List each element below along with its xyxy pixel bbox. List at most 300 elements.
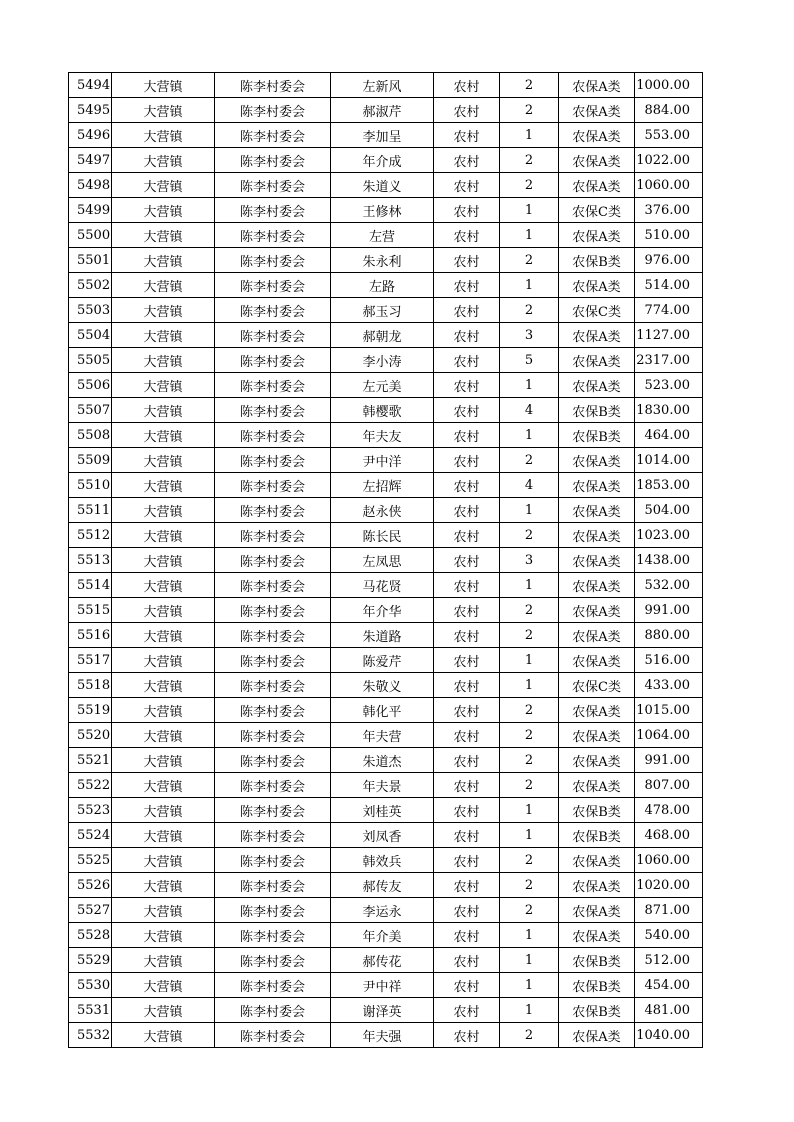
table-row: [69, 148, 703, 173]
table-row: [69, 423, 703, 448]
household-type-cell: 农村: [434, 623, 500, 648]
village-committee-cell: 陈李村委会: [215, 173, 331, 198]
amount-cell: 807.00: [635, 773, 703, 798]
insurance-category-cell: 农保A类: [559, 273, 635, 298]
person-name-cell: 左营: [331, 223, 434, 248]
amount-cell: 481.00: [635, 998, 703, 1023]
table-row: [69, 923, 703, 948]
village-committee-cell: 陈李村委会: [215, 973, 331, 998]
table-row: [69, 748, 703, 773]
village-committee-cell: 陈李村委会: [215, 698, 331, 723]
household-type-cell: 农村: [434, 498, 500, 523]
household-type-cell: 农村: [434, 773, 500, 798]
village-committee-cell: 陈李村委会: [215, 223, 331, 248]
person-name-cell: 韩樱歌: [331, 398, 434, 423]
insurance-category-cell: 农保A类: [559, 723, 635, 748]
amount-cell: 454.00: [635, 973, 703, 998]
household-size-cell: 2: [500, 248, 559, 273]
record-number-cell: 5513: [69, 548, 112, 573]
household-size-cell: 1: [500, 373, 559, 398]
household-type-cell: 农村: [434, 473, 500, 498]
household-size-cell: 1: [500, 798, 559, 823]
table-row: [69, 223, 703, 248]
person-name-cell: 左凤思: [331, 548, 434, 573]
household-type-cell: 农村: [434, 298, 500, 323]
insurance-category-cell: 农保C类: [559, 198, 635, 223]
records-table: [68, 72, 703, 1048]
insurance-category-cell: 农保B类: [559, 423, 635, 448]
person-name-cell: 年夫营: [331, 723, 434, 748]
record-number-cell: 5512: [69, 523, 112, 548]
person-name-cell: 陈长民: [331, 523, 434, 548]
household-type-cell: 农村: [434, 848, 500, 873]
record-number-cell: 5518: [69, 673, 112, 698]
village-committee-cell: 陈李村委会: [215, 148, 331, 173]
person-name-cell: 左路: [331, 273, 434, 298]
insurance-category-cell: 农保A类: [559, 98, 635, 123]
household-type-cell: 农村: [434, 373, 500, 398]
table-row: [69, 448, 703, 473]
village-committee-cell: 陈李村委会: [215, 573, 331, 598]
person-name-cell: 左招辉: [331, 473, 434, 498]
town-cell: 大营镇: [112, 573, 215, 598]
insurance-category-cell: 农保A类: [559, 848, 635, 873]
record-number-cell: 5505: [69, 348, 112, 373]
table-row: [69, 623, 703, 648]
town-cell: 大营镇: [112, 423, 215, 448]
insurance-category-cell: 农保A类: [559, 498, 635, 523]
village-committee-cell: 陈李村委会: [215, 848, 331, 873]
record-number-cell: 5521: [69, 748, 112, 773]
household-type-cell: 农村: [434, 798, 500, 823]
insurance-category-cell: 农保B类: [559, 998, 635, 1023]
household-type-cell: 农村: [434, 398, 500, 423]
table-row: [69, 323, 703, 348]
household-size-cell: 2: [500, 773, 559, 798]
household-size-cell: 1: [500, 123, 559, 148]
household-size-cell: 1: [500, 198, 559, 223]
village-committee-cell: 陈李村委会: [215, 948, 331, 973]
person-name-cell: 李加呈: [331, 123, 434, 148]
town-cell: 大营镇: [112, 823, 215, 848]
table-row: [69, 248, 703, 273]
village-committee-cell: 陈李村委会: [215, 798, 331, 823]
person-name-cell: 朱永利: [331, 248, 434, 273]
town-cell: 大营镇: [112, 898, 215, 923]
household-type-cell: 农村: [434, 598, 500, 623]
amount-cell: 516.00: [635, 648, 703, 673]
table-row: [69, 773, 703, 798]
village-committee-cell: 陈李村委会: [215, 248, 331, 273]
record-number-cell: 5504: [69, 323, 112, 348]
insurance-category-cell: 农保A类: [559, 323, 635, 348]
table-row: [69, 673, 703, 698]
amount-cell: 376.00: [635, 198, 703, 223]
amount-cell: 1127.00: [635, 323, 703, 348]
town-cell: 大营镇: [112, 223, 215, 248]
village-committee-cell: 陈李村委会: [215, 273, 331, 298]
person-name-cell: 年夫景: [331, 773, 434, 798]
insurance-category-cell: 农保A类: [559, 173, 635, 198]
town-cell: 大营镇: [112, 773, 215, 798]
record-number-cell: 5519: [69, 698, 112, 723]
town-cell: 大营镇: [112, 798, 215, 823]
amount-cell: 504.00: [635, 498, 703, 523]
table-row: [69, 348, 703, 373]
person-name-cell: 郝传友: [331, 873, 434, 898]
table-row: [69, 573, 703, 598]
amount-cell: 512.00: [635, 948, 703, 973]
record-number-cell: 5498: [69, 173, 112, 198]
person-name-cell: 王修林: [331, 198, 434, 223]
household-type-cell: 农村: [434, 223, 500, 248]
amount-cell: 1060.00: [635, 848, 703, 873]
record-number-cell: 5520: [69, 723, 112, 748]
insurance-category-cell: 农保A类: [559, 223, 635, 248]
town-cell: 大营镇: [112, 398, 215, 423]
table-row: [69, 473, 703, 498]
amount-cell: 1020.00: [635, 873, 703, 898]
amount-cell: 510.00: [635, 223, 703, 248]
person-name-cell: 刘桂英: [331, 798, 434, 823]
record-number-cell: 5500: [69, 223, 112, 248]
household-size-cell: 4: [500, 398, 559, 423]
household-type-cell: 农村: [434, 648, 500, 673]
person-name-cell: 赵永侠: [331, 498, 434, 523]
town-cell: 大营镇: [112, 198, 215, 223]
village-committee-cell: 陈李村委会: [215, 523, 331, 548]
insurance-category-cell: 农保A类: [559, 548, 635, 573]
household-size-cell: 1: [500, 423, 559, 448]
village-committee-cell: 陈李村委会: [215, 673, 331, 698]
insurance-category-cell: 农保B类: [559, 973, 635, 998]
village-committee-cell: 陈李村委会: [215, 773, 331, 798]
record-number-cell: 5502: [69, 273, 112, 298]
household-type-cell: 农村: [434, 1023, 500, 1048]
table-row: [69, 723, 703, 748]
record-number-cell: 5529: [69, 948, 112, 973]
village-committee-cell: 陈李村委会: [215, 898, 331, 923]
record-number-cell: 5499: [69, 198, 112, 223]
household-size-cell: 2: [500, 523, 559, 548]
village-committee-cell: 陈李村委会: [215, 198, 331, 223]
insurance-category-cell: 农保A类: [559, 523, 635, 548]
record-number-cell: 5527: [69, 898, 112, 923]
person-name-cell: 李小涛: [331, 348, 434, 373]
record-number-cell: 5496: [69, 123, 112, 148]
amount-cell: 2317.00: [635, 348, 703, 373]
village-committee-cell: 陈李村委会: [215, 873, 331, 898]
village-committee-cell: 陈李村委会: [215, 648, 331, 673]
town-cell: 大营镇: [112, 498, 215, 523]
amount-cell: 1022.00: [635, 148, 703, 173]
household-type-cell: 农村: [434, 348, 500, 373]
town-cell: 大营镇: [112, 848, 215, 873]
amount-cell: 1000.00: [635, 73, 703, 98]
household-size-cell: 2: [500, 723, 559, 748]
village-committee-cell: 陈李村委会: [215, 823, 331, 848]
record-number-cell: 5523: [69, 798, 112, 823]
town-cell: 大营镇: [112, 723, 215, 748]
person-name-cell: 左元美: [331, 373, 434, 398]
record-number-cell: 5511: [69, 498, 112, 523]
record-number-cell: 5524: [69, 823, 112, 848]
household-type-cell: 农村: [434, 423, 500, 448]
household-type-cell: 农村: [434, 823, 500, 848]
insurance-category-cell: 农保A类: [559, 148, 635, 173]
insurance-category-cell: 农保A类: [559, 898, 635, 923]
insurance-category-cell: 农保A类: [559, 373, 635, 398]
town-cell: 大营镇: [112, 473, 215, 498]
household-type-cell: 农村: [434, 973, 500, 998]
household-size-cell: 2: [500, 1023, 559, 1048]
household-type-cell: 农村: [434, 248, 500, 273]
insurance-category-cell: 农保A类: [559, 598, 635, 623]
table-row: [69, 1023, 703, 1048]
person-name-cell: 韩效兵: [331, 848, 434, 873]
insurance-category-cell: 农保A类: [559, 773, 635, 798]
village-committee-cell: 陈李村委会: [215, 73, 331, 98]
household-size-cell: 2: [500, 173, 559, 198]
village-committee-cell: 陈李村委会: [215, 548, 331, 573]
table-row: [69, 73, 703, 98]
amount-cell: 468.00: [635, 823, 703, 848]
person-name-cell: 左新风: [331, 73, 434, 98]
record-number-cell: 5532: [69, 1023, 112, 1048]
insurance-category-cell: 农保B类: [559, 948, 635, 973]
person-name-cell: 郝传花: [331, 948, 434, 973]
record-number-cell: 5517: [69, 648, 112, 673]
village-committee-cell: 陈李村委会: [215, 448, 331, 473]
table-row: [69, 173, 703, 198]
table-row: [69, 123, 703, 148]
town-cell: 大营镇: [112, 298, 215, 323]
household-size-cell: 2: [500, 898, 559, 923]
amount-cell: 884.00: [635, 98, 703, 123]
insurance-category-cell: 农保A类: [559, 1023, 635, 1048]
town-cell: 大营镇: [112, 173, 215, 198]
town-cell: 大营镇: [112, 698, 215, 723]
town-cell: 大营镇: [112, 348, 215, 373]
amount-cell: 1060.00: [635, 173, 703, 198]
town-cell: 大营镇: [112, 523, 215, 548]
household-size-cell: 2: [500, 73, 559, 98]
household-size-cell: 2: [500, 873, 559, 898]
household-type-cell: 农村: [434, 448, 500, 473]
village-committee-cell: 陈李村委会: [215, 123, 331, 148]
household-size-cell: 1: [500, 973, 559, 998]
person-name-cell: 刘凤香: [331, 823, 434, 848]
town-cell: 大营镇: [112, 98, 215, 123]
household-type-cell: 农村: [434, 948, 500, 973]
amount-cell: 553.00: [635, 123, 703, 148]
household-size-cell: 1: [500, 823, 559, 848]
household-type-cell: 农村: [434, 923, 500, 948]
record-number-cell: 5509: [69, 448, 112, 473]
person-name-cell: 年夫强: [331, 1023, 434, 1048]
household-size-cell: 2: [500, 148, 559, 173]
person-name-cell: 陈爱芹: [331, 648, 434, 673]
household-size-cell: 2: [500, 748, 559, 773]
insurance-category-cell: 农保C类: [559, 298, 635, 323]
person-name-cell: 尹中祥: [331, 973, 434, 998]
village-committee-cell: 陈李村委会: [215, 398, 331, 423]
household-type-cell: 农村: [434, 673, 500, 698]
household-type-cell: 农村: [434, 173, 500, 198]
record-number-cell: 5526: [69, 873, 112, 898]
household-type-cell: 农村: [434, 73, 500, 98]
village-committee-cell: 陈李村委会: [215, 623, 331, 648]
amount-cell: 464.00: [635, 423, 703, 448]
insurance-category-cell: 农保A类: [559, 698, 635, 723]
amount-cell: 1023.00: [635, 523, 703, 548]
person-name-cell: 年介成: [331, 148, 434, 173]
table-row: [69, 648, 703, 673]
insurance-category-cell: 农保A类: [559, 123, 635, 148]
household-type-cell: 农村: [434, 723, 500, 748]
town-cell: 大营镇: [112, 598, 215, 623]
village-committee-cell: 陈李村委会: [215, 598, 331, 623]
table-row: [69, 948, 703, 973]
household-type-cell: 农村: [434, 98, 500, 123]
household-size-cell: 1: [500, 223, 559, 248]
record-number-cell: 5503: [69, 298, 112, 323]
table-row: [69, 973, 703, 998]
record-number-cell: 5495: [69, 98, 112, 123]
person-name-cell: 郝玉习: [331, 298, 434, 323]
table-row: [69, 398, 703, 423]
town-cell: 大营镇: [112, 998, 215, 1023]
amount-cell: 433.00: [635, 673, 703, 698]
household-type-cell: 农村: [434, 123, 500, 148]
person-name-cell: 韩化平: [331, 698, 434, 723]
insurance-category-cell: 农保A类: [559, 873, 635, 898]
amount-cell: 540.00: [635, 923, 703, 948]
household-size-cell: 2: [500, 448, 559, 473]
household-size-cell: 2: [500, 98, 559, 123]
table-row: [69, 373, 703, 398]
village-committee-cell: 陈李村委会: [215, 498, 331, 523]
person-name-cell: 郝淑芹: [331, 98, 434, 123]
insurance-category-cell: 农保B类: [559, 248, 635, 273]
town-cell: 大营镇: [112, 123, 215, 148]
insurance-category-cell: 农保B类: [559, 823, 635, 848]
record-number-cell: 5530: [69, 973, 112, 998]
table-row: [69, 498, 703, 523]
amount-cell: 774.00: [635, 298, 703, 323]
record-number-cell: 5516: [69, 623, 112, 648]
village-committee-cell: 陈李村委会: [215, 1023, 331, 1048]
insurance-category-cell: 农保B类: [559, 798, 635, 823]
record-number-cell: 5510: [69, 473, 112, 498]
household-type-cell: 农村: [434, 573, 500, 598]
person-name-cell: 马花贤: [331, 573, 434, 598]
person-name-cell: 朱道义: [331, 173, 434, 198]
village-committee-cell: 陈李村委会: [215, 723, 331, 748]
table-row: [69, 873, 703, 898]
household-type-cell: 农村: [434, 698, 500, 723]
household-type-cell: 农村: [434, 873, 500, 898]
table-row: [69, 198, 703, 223]
town-cell: 大营镇: [112, 973, 215, 998]
household-type-cell: 农村: [434, 748, 500, 773]
household-size-cell: 1: [500, 573, 559, 598]
amount-cell: 1015.00: [635, 698, 703, 723]
village-committee-cell: 陈李村委会: [215, 748, 331, 773]
person-name-cell: 尹中洋: [331, 448, 434, 473]
village-committee-cell: 陈李村委会: [215, 298, 331, 323]
household-type-cell: 农村: [434, 148, 500, 173]
household-type-cell: 农村: [434, 198, 500, 223]
town-cell: 大营镇: [112, 548, 215, 573]
household-size-cell: 1: [500, 673, 559, 698]
household-size-cell: 5: [500, 348, 559, 373]
amount-cell: 532.00: [635, 573, 703, 598]
table-row: [69, 898, 703, 923]
insurance-category-cell: 农保C类: [559, 673, 635, 698]
household-type-cell: 农村: [434, 523, 500, 548]
record-number-cell: 5508: [69, 423, 112, 448]
village-committee-cell: 陈李村委会: [215, 998, 331, 1023]
household-type-cell: 农村: [434, 273, 500, 298]
amount-cell: 523.00: [635, 373, 703, 398]
insurance-category-cell: 农保A类: [559, 648, 635, 673]
insurance-category-cell: 农保A类: [559, 923, 635, 948]
table-row: [69, 523, 703, 548]
table-row: [69, 698, 703, 723]
insurance-category-cell: 农保A类: [559, 748, 635, 773]
town-cell: 大营镇: [112, 673, 215, 698]
household-type-cell: 农村: [434, 548, 500, 573]
insurance-category-cell: 农保A类: [559, 573, 635, 598]
village-committee-cell: 陈李村委会: [215, 323, 331, 348]
insurance-category-cell: 农保A类: [559, 348, 635, 373]
table-row: [69, 598, 703, 623]
town-cell: 大营镇: [112, 248, 215, 273]
table-row: [69, 298, 703, 323]
town-cell: 大营镇: [112, 623, 215, 648]
town-cell: 大营镇: [112, 923, 215, 948]
household-size-cell: 3: [500, 323, 559, 348]
person-name-cell: 郝朝龙: [331, 323, 434, 348]
household-size-cell: 2: [500, 298, 559, 323]
person-name-cell: 谢泽英: [331, 998, 434, 1023]
household-size-cell: 4: [500, 473, 559, 498]
insurance-category-cell: 农保B类: [559, 398, 635, 423]
household-type-cell: 农村: [434, 898, 500, 923]
person-name-cell: 李运永: [331, 898, 434, 923]
town-cell: 大营镇: [112, 273, 215, 298]
person-name-cell: 年介美: [331, 923, 434, 948]
village-committee-cell: 陈李村委会: [215, 423, 331, 448]
record-number-cell: 5525: [69, 848, 112, 873]
table-row: [69, 998, 703, 1023]
record-number-cell: 5507: [69, 398, 112, 423]
insurance-category-cell: 农保A类: [559, 448, 635, 473]
insurance-category-cell: 农保A类: [559, 73, 635, 98]
record-number-cell: 5501: [69, 248, 112, 273]
town-cell: 大营镇: [112, 948, 215, 973]
record-number-cell: 5515: [69, 598, 112, 623]
record-number-cell: 5497: [69, 148, 112, 173]
household-size-cell: 2: [500, 598, 559, 623]
table-row: [69, 848, 703, 873]
town-cell: 大营镇: [112, 148, 215, 173]
town-cell: 大营镇: [112, 323, 215, 348]
amount-cell: 478.00: [635, 798, 703, 823]
household-size-cell: 3: [500, 548, 559, 573]
table-row: [69, 98, 703, 123]
